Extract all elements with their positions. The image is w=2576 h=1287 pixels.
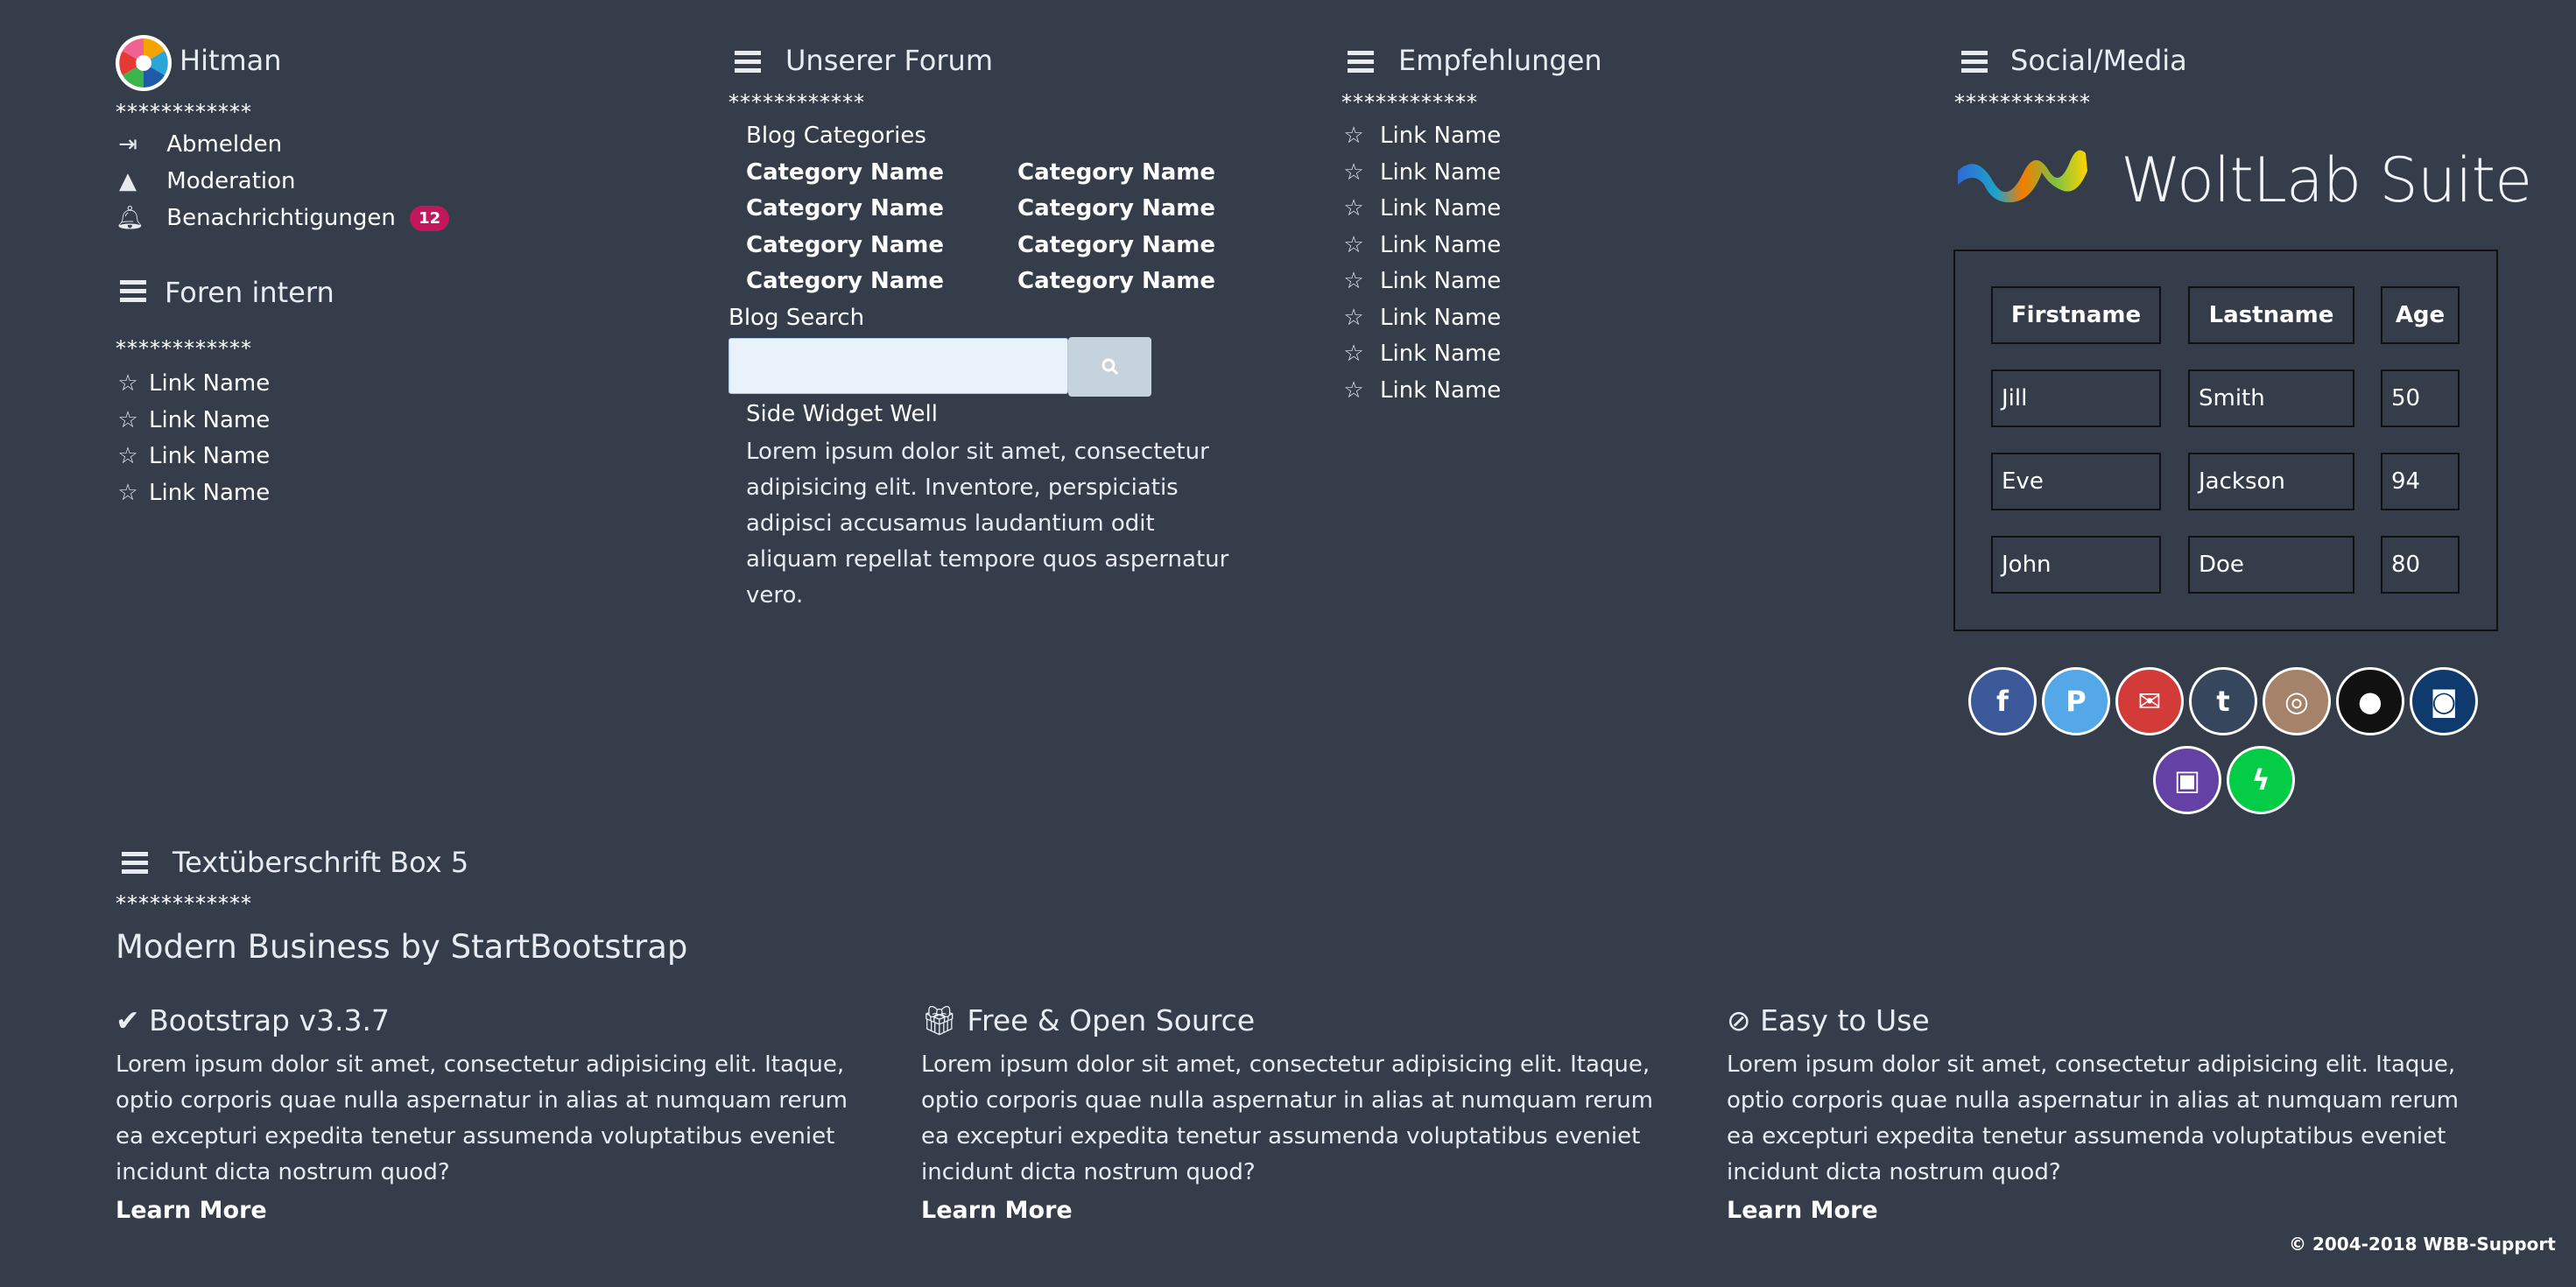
link-label: Link Name — [1380, 268, 1502, 294]
star-icon: ☆ — [117, 443, 138, 469]
divider-stars: ************ — [116, 336, 252, 361]
warning-icon: ▲ — [119, 168, 137, 194]
divider-stars: ************ — [1341, 90, 1478, 115]
menu-item-label: Benachrichtigungen — [166, 205, 396, 231]
table-cell: John — [1991, 536, 2161, 594]
site-logo-icon[interactable] — [116, 35, 172, 91]
blog-search-heading: Blog Search — [728, 305, 865, 331]
category-link[interactable]: Category Name — [1017, 195, 1216, 222]
github-icon[interactable]: ● — [2336, 667, 2404, 735]
star-icon: ☆ — [1343, 123, 1364, 149]
link-label: Link Name — [149, 443, 271, 469]
table-header: Age — [2381, 286, 2460, 344]
hamburger-icon[interactable] — [1348, 49, 1377, 79]
list-item[interactable] — [1341, 159, 1501, 186]
star-icon: ☆ — [1343, 195, 1364, 222]
star-icon: ☆ — [117, 370, 138, 397]
learn-more-link[interactable]: Learn More — [921, 1197, 1073, 1224]
feature-text: Lorem ipsum dolor sit amet, consectetur adipisicing elit. Itaque, optio corporis quae nulla aspernatur in alias at numquam rerum ea excepturi expedita tenetur assumenda voluptatibus eveniet incidunt dicta nostrum quod? — [1727, 1051, 2459, 1185]
star-icon: ☆ — [1343, 341, 1364, 367]
side-widget-text: Lorem ipsum dolor sit amet, consectetur adipisicing elit. Inventore, perspiciatis adipisci accusamus laudantium odit aliquam repellat tempore quos aspernatur vero. — [746, 439, 1229, 608]
feature-title: 🎁︎ Free & Open Source — [921, 1003, 1256, 1037]
table-header: Firstname — [1991, 286, 2161, 344]
link-label: Link Name — [1380, 377, 1502, 404]
link-label: Link Name — [149, 480, 271, 506]
recommendations-title: Empfehlungen — [1398, 44, 1602, 77]
search-icon — [1100, 356, 1121, 377]
star-icon: ☆ — [117, 407, 138, 433]
link-label: Link Name — [1380, 123, 1502, 149]
learn-more-link[interactable]: Learn More — [116, 1197, 267, 1224]
email-icon[interactable]: ✉ — [2115, 667, 2184, 735]
facebook-icon[interactable]: f — [1968, 667, 2037, 735]
link-label: Link Name — [1380, 232, 1502, 258]
table-cell: 94 — [2381, 453, 2460, 510]
learn-more-link[interactable]: Learn More — [1727, 1197, 1878, 1224]
tumblr-icon[interactable]: t — [2189, 667, 2257, 735]
woltlab-logo-icon — [1954, 136, 2094, 214]
feature-text: Lorem ipsum dolor sit amet, consectetur adipisicing elit. Itaque, optio corporis quae nulla aspernatur in alias at numquam rerum ea excepturi expedita tenetur assumenda voluptatibus eveniet incidunt dicta nostrum quod? — [116, 1051, 848, 1185]
feature-title: ✔ Bootstrap v3.3.7 — [116, 1003, 390, 1037]
table-cell: Jackson — [2188, 453, 2354, 510]
divider-stars: ************ — [1954, 90, 2091, 115]
star-icon: ☆ — [1343, 268, 1364, 294]
bell-icon: 🔔︎ — [116, 205, 145, 231]
table-cell: 80 — [2381, 536, 2460, 594]
link-label: Link Name — [1380, 341, 1502, 367]
table-cell: Smith — [2188, 369, 2354, 427]
list-item[interactable] — [1341, 232, 1501, 258]
star-icon: ☆ — [1343, 305, 1364, 331]
blog-categories-heading: Blog Categories — [746, 123, 926, 149]
list-item[interactable] — [1341, 195, 1501, 222]
star-icon: ☆ — [1343, 377, 1364, 404]
list-item[interactable] — [116, 443, 270, 469]
side-widget-title: Side Widget Well — [746, 401, 938, 427]
user-title: Hitman — [179, 44, 282, 77]
list-item[interactable] — [1341, 123, 1501, 149]
list-item[interactable] — [1341, 341, 1501, 367]
category-link[interactable]: Category Name — [746, 195, 945, 222]
table-header: Lastname — [2188, 286, 2354, 344]
table-cell: Doe — [2188, 536, 2354, 594]
bitbucket-icon[interactable]: ◙ — [2410, 667, 2478, 735]
social-media-title: Social/Media — [2010, 44, 2187, 77]
twitch-icon[interactable]: ▣ — [2153, 746, 2221, 814]
star-icon: ☆ — [1343, 232, 1364, 258]
category-link[interactable]: Category Name — [1017, 159, 1216, 186]
category-link[interactable]: Category Name — [746, 232, 945, 258]
feature-title: ⊘ Easy to Use — [1727, 1003, 1930, 1037]
table-cell: Jill — [1991, 369, 2161, 427]
logout-icon: ⇥ — [118, 131, 137, 158]
list-item[interactable] — [116, 407, 270, 433]
category-link[interactable]: Category Name — [746, 268, 945, 294]
check-icon: ✔ — [116, 1003, 140, 1037]
instagram-icon[interactable]: ◎ — [2263, 667, 2331, 735]
paypal-icon[interactable]: P — [2042, 667, 2110, 735]
link-label: Link Name — [1380, 305, 1502, 331]
search-button[interactable] — [1068, 337, 1151, 397]
list-item[interactable] — [1341, 377, 1501, 404]
hamburger-icon[interactable] — [122, 850, 151, 880]
compass-icon: ⊘ — [1727, 1003, 1751, 1037]
menu-item-moderation[interactable] — [116, 168, 296, 194]
box5-title: Textüberschrift Box 5 — [172, 846, 469, 879]
hamburger-icon[interactable] — [1961, 49, 1991, 79]
link-label: Link Name — [149, 370, 271, 397]
gift-icon: 🎁︎ — [921, 1003, 958, 1037]
forums-title: Foren intern — [165, 276, 334, 309]
divider-stars: ************ — [116, 100, 252, 124]
forum-title: Unserer Forum — [785, 44, 993, 77]
list-item[interactable] — [1341, 305, 1501, 331]
category-link[interactable]: Category Name — [746, 159, 945, 186]
hamburger-icon[interactable] — [735, 49, 764, 79]
link-label: Link Name — [1380, 195, 1502, 222]
link-label: Link Name — [149, 407, 271, 433]
hamburger-icon[interactable] — [120, 278, 150, 308]
table-cell: Eve — [1991, 453, 2161, 510]
feature-text: Lorem ipsum dolor sit amet, consectetur adipisicing elit. Itaque, optio corporis quae nulla aspernatur in alias at numquam rerum ea excepturi expedita tenetur assumenda voluptatibus eveniet incidunt dicta nostrum quod? — [921, 1051, 1653, 1185]
link-label: Link Name — [1380, 159, 1502, 186]
woltlab-logo-text: WoltLab Suite — [2121, 144, 2532, 216]
star-icon: ☆ — [117, 480, 138, 506]
menu-item-label: Abmelden — [166, 131, 283, 158]
section-heading: Modern Business by StartBootstrap — [116, 928, 688, 966]
list-item[interactable] — [1341, 268, 1501, 294]
star-icon: ☆ — [1343, 159, 1364, 186]
notification-count-badge: 12 — [410, 206, 449, 231]
copyright-text: © 2004-2018 WBB-Support — [2289, 1234, 2556, 1255]
divider-stars: ************ — [728, 90, 865, 115]
category-link[interactable]: Category Name — [1017, 268, 1216, 294]
divider-stars: ************ — [116, 891, 252, 916]
menu-item-notifications[interactable] — [116, 205, 449, 231]
deviantart-icon[interactable]: ϟ — [2227, 746, 2295, 814]
blog-search-input[interactable] — [728, 338, 1068, 394]
list-item[interactable] — [116, 480, 270, 506]
list-item[interactable] — [116, 370, 270, 397]
table-cell: 50 — [2381, 369, 2460, 427]
menu-item-label: Moderation — [166, 168, 296, 194]
category-link[interactable]: Category Name — [1017, 232, 1216, 258]
menu-item-logout[interactable] — [116, 131, 282, 158]
